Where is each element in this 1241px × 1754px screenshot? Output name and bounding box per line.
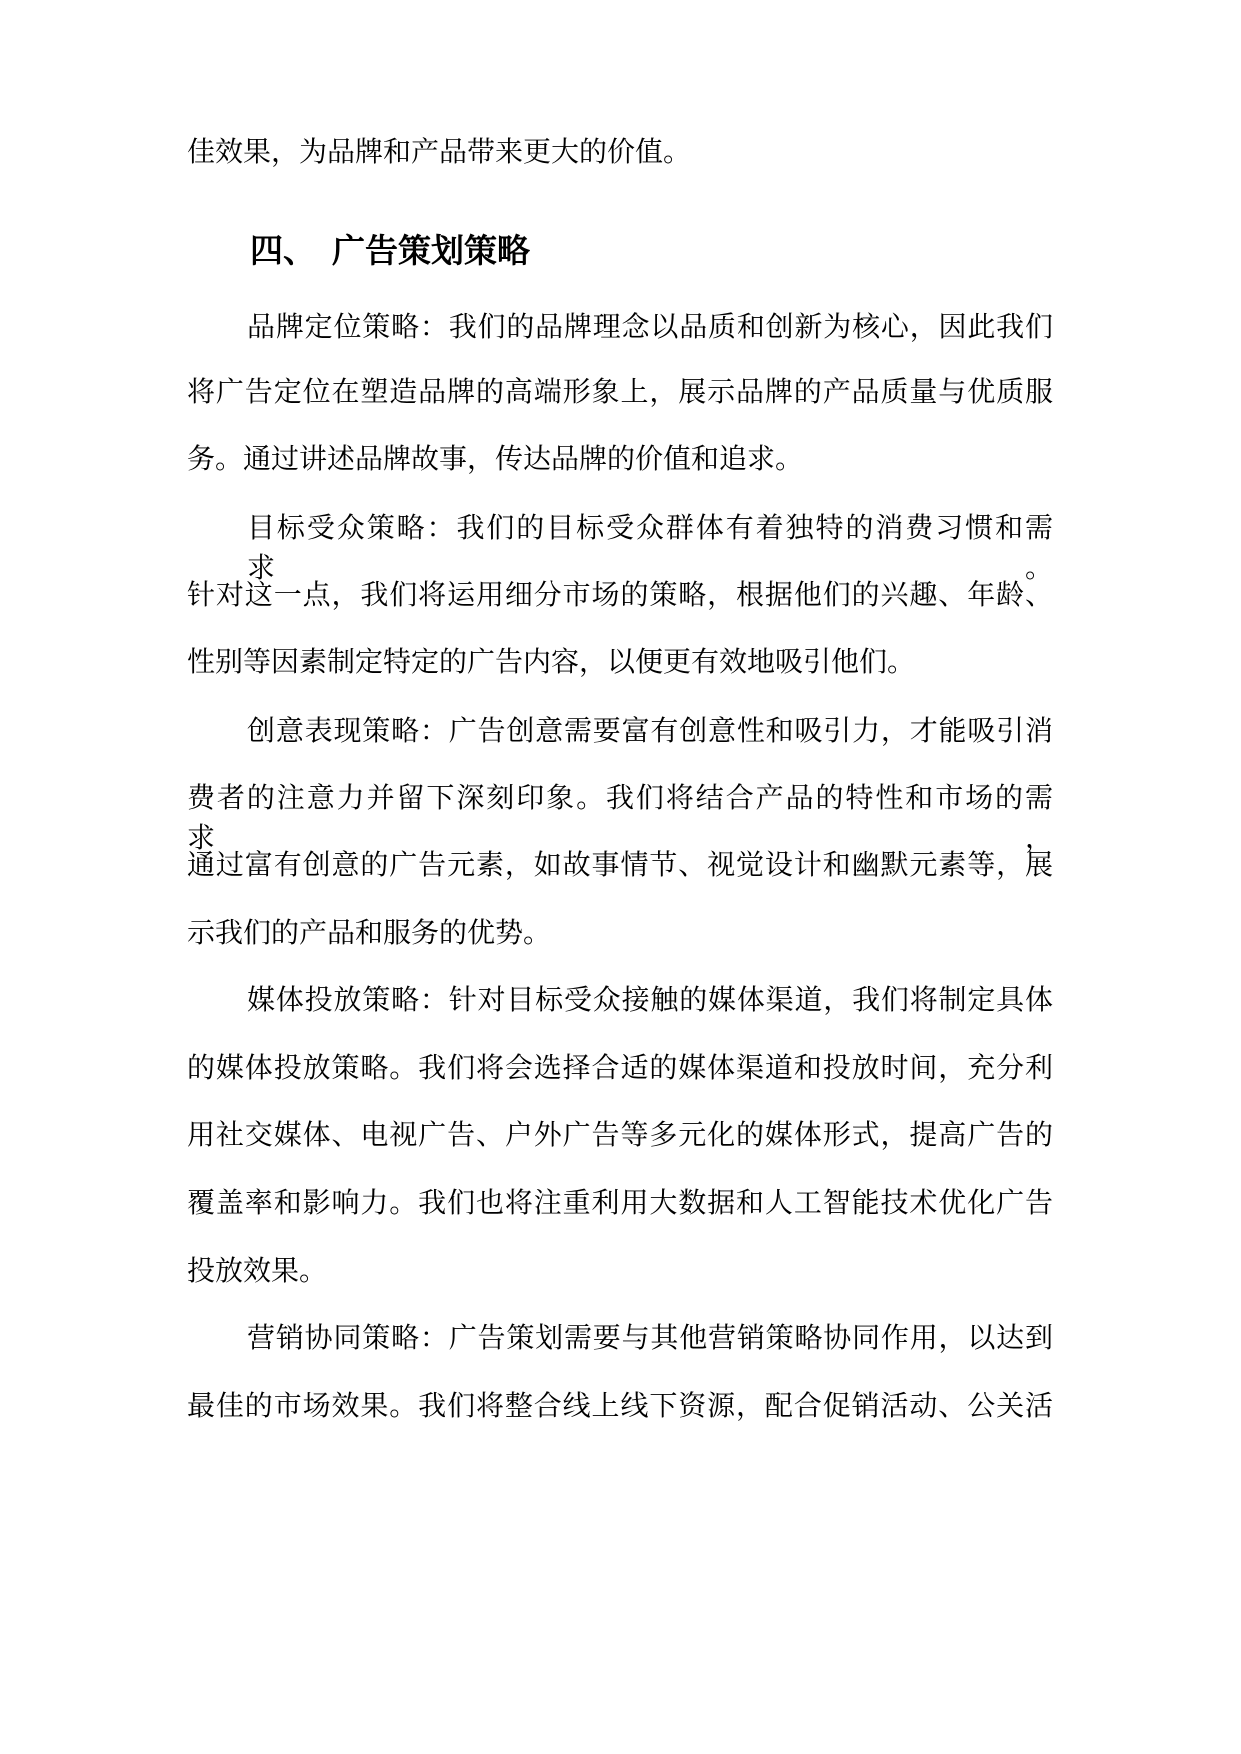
paragraph-line: 营销协同策略：广告策划需要与其他营销策略协同作用，以达到: [247, 1321, 1053, 1354]
paragraph-line: 佳效果，为品牌和产品带来更大的价值。: [187, 135, 692, 168]
paragraph-line: 媒体投放策略：针对目标受众接触的媒体渠道，我们将制定具体: [247, 983, 1053, 1016]
paragraph-line: 费者的注意力并留下深刻印象。我们将结合产品的特性和市场的需求，: [187, 781, 1053, 854]
paragraph-line: 最佳的市场效果。我们将整合线上线下资源，配合促销活动、公关活: [187, 1389, 1053, 1422]
paragraph-line: 示我们的产品和服务的优势。: [187, 916, 552, 949]
section-heading: [250, 228, 530, 274]
paragraph-line: 的媒体投放策略。我们将会选择合适的媒体渠道和投放时间，充分利: [187, 1051, 1053, 1084]
paragraph-line: 针对这一点，我们将运用细分市场的策略，根据他们的兴趣、年龄、: [187, 578, 1053, 611]
paragraph-line: 品牌定位策略：我们的品牌理念以品质和创新为核心，因此我们: [247, 310, 1053, 343]
paragraph-line: 务。通过讲述品牌故事，传达品牌的价值和追求。: [187, 442, 804, 475]
paragraph-line: 创意表现策略：广告创意需要富有创意性和吸引力，才能吸引消: [247, 714, 1053, 747]
paragraph-line: 性别等因素制定特定的广告内容，以便更有效地吸引他们。: [187, 645, 916, 678]
paragraph-line: 目标受众策略：我们的目标受众群体有着独特的消费习惯和需求。: [247, 511, 1053, 584]
paragraph-line: 用社交媒体、电视广告、户外广告等多元化的媒体形式，提高广告的: [187, 1118, 1053, 1151]
paragraph-line: 将广告定位在塑造品牌的高端形象上，展示品牌的产品质量与优质服: [187, 375, 1053, 408]
paragraph-line: 覆盖率和影响力。我们也将注重利用大数据和人工智能技术优化广告: [187, 1186, 1053, 1219]
section-number: 四、: [250, 231, 316, 270]
paragraph-line: 通过富有创意的广告元素，如故事情节、视觉设计和幽默元素等，展: [187, 848, 1053, 881]
paragraph-line: 投放效果。: [187, 1254, 328, 1287]
section-title: 广告策划策略: [332, 231, 530, 270]
